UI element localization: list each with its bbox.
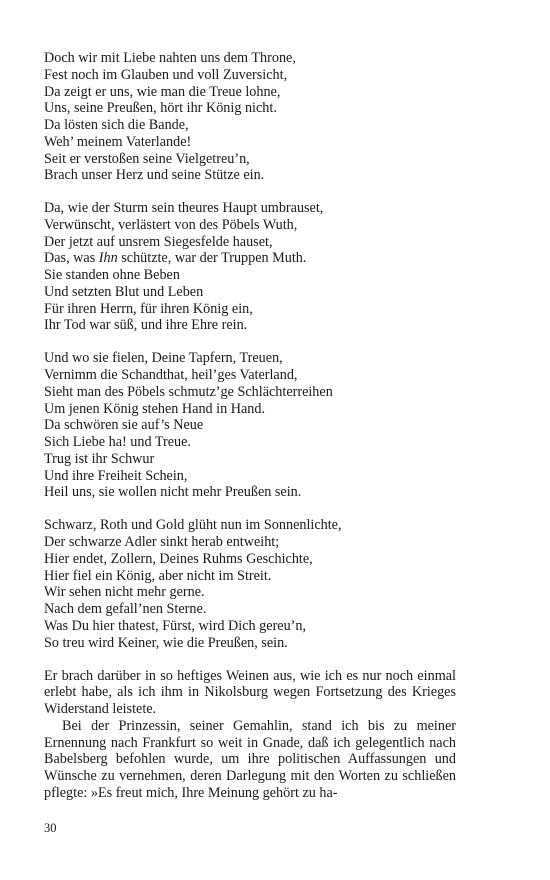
poem-line: Und setzten Blut und Leben [44,283,204,300]
poem-line: Schwarz, Roth und Gold glüht nun im Sonnenlichte, [44,517,342,534]
poem-line: So treu wird Keiner, wie die Preußen, sein. [44,634,288,651]
poem-line: Vernimm die Schandthat, heil’ges Vaterland, [44,367,298,384]
poem-line: Da lösten sich die Bande, [44,117,189,133]
stanza-4 [44,517,456,651]
stanza-2 [44,200,456,334]
poem [44,50,456,651]
poem-line: Sieht man des Pöbels schmutz’ge Schlächterreihen [44,383,333,400]
poem-line: Hier fiel ein König, aber nicht im Streit. [44,567,272,584]
emphasized-word: Ihn [98,250,118,267]
poem-line: Heil uns, sie wollen nicht mehr Preußen sein. [44,484,302,501]
poem-line: Sie standen ohne Beben [44,267,180,284]
page-number: 30 [44,821,57,835]
poem-line: Sich Liebe ha! und Treue. [44,434,191,451]
poem-line: Fest noch im Glauben und voll Zuversicht, [44,66,288,83]
poem-line: Da, wie der Sturm sein theures Haupt umbrauset, [44,200,324,217]
poem-line [44,250,456,267]
poem-line: Uns, seine Preußen, hört ihr König nicht. [44,100,277,117]
book-page [44,50,456,802]
poem-line: Seit er verstoßen seine Vielgetreu’n, [44,150,250,167]
poem-line: Was Du hier thatest, Fürst, wird Dich gereu’n, [44,617,307,634]
poem-line: Und wo sie fielen, Deine Tapfern, Treuen, [44,350,283,367]
poem-line: Ihr Tod war süß, und ihre Ehre rein. [44,317,248,334]
poem-line: Für ihren Herrn, für ihren König ein, [44,300,253,317]
prose-section [44,668,456,802]
poem-line: Um jenen König stehen Hand in Hand. [44,400,266,417]
stanza-3 [44,350,456,501]
stanza-1 [44,50,456,184]
poem-line: Doch wir mit Liebe nahten uns dem Throne, [44,50,296,66]
poem-line-part: schützte, war der Truppen Muth. [117,250,307,267]
poem-line: Der schwarze Adler sinkt herab entweiht; [44,534,280,551]
poem-line: Trug ist ihr Schwur [44,450,155,467]
poem-line: Da zeigt er uns, wie man die Treue lohne, [44,83,281,100]
poem-line: Und ihre Freiheit Schein, [44,467,188,484]
poem-line: Weh’ meinem Vaterlande! [44,133,192,150]
poem-line: Wir sehen nicht mehr gerne. [44,584,205,601]
poem-line: Verwünscht, verlästert von des Pöbels Wuth, [44,216,298,233]
poem-line: Da schwören sie auf’s Neue [44,417,204,434]
poem-line: Der jetzt auf unsrem Siegesfelde hauset, [44,233,273,250]
poem-line: Brach unser Herz und seine Stütze ein. [44,167,265,184]
poem-line: Nach dem gefall’nen Sterne. [44,601,207,618]
prose-paragraph: Bei der Prinzessin, seiner Gemahlin, stand ich bis zu meiner Ernennung nach Frankfurt so weit in Gnade, daß ich gelegentlich nach Babelsberg befohlen wurde, um ihre politischen Auffassungen und Wünsche zu vernehmen, deren Darlegung mit den Worten zu schließen pflegte: »Es freut mich, Ihre Meinung gehört zu ha- [44,717,456,801]
prose-paragraph: Er brach darüber in so heftiges Weinen aus, wie ich es nur noch einmal erlebt habe, als ich ihm in Nikolsburg wegen Fortsetzung des Krieges Widerstand leistete. [44,667,456,717]
poem-line-part: Das, was [44,250,99,267]
poem-line: Hier endet, Zollern, Deines Ruhms Geschichte, [44,550,313,567]
